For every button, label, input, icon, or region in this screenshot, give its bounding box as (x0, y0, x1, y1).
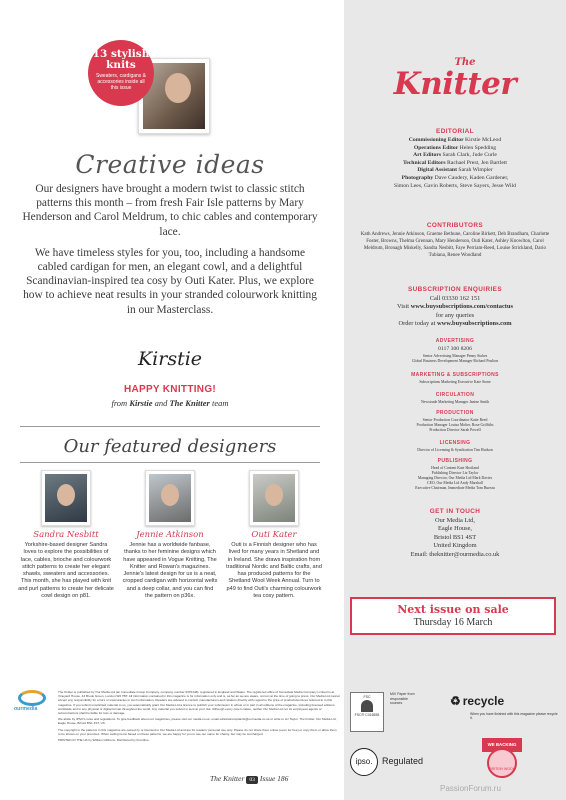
subs-contact-link[interactable]: www.buysubscriptions.com/contactus (410, 303, 513, 311)
masthead-contact: GET IN TOUCH Our Media Ltd, Eagle House, Bristol BS1 4ST United Kingdom Email: theknitter@ourmedia.co.uk (410, 508, 500, 558)
sign-off: from Kirstie and The Knitter team (111, 398, 229, 408)
british-wool-badge: WE BACKING BRITISH WOOL (482, 738, 522, 780)
editorial-intro (20, 182, 320, 324)
designer-name: Jennie Atkinson (136, 530, 204, 540)
ipso-logo: ipso. Regulated (350, 748, 438, 778)
editor-signature: Kirstie (137, 348, 203, 370)
designer-bio: Yorkshire-based designer Sandra loves to explore the possibilities of lace, cables, brioche and colourwork stitch patterns to create her elegant shawls, sweaters and accessories. This month, she has played with knit and purl patterns to create her delicate cowl design on p81. (18, 542, 114, 600)
watermark: PassionForum.ru (440, 784, 501, 793)
designer-photo (249, 470, 299, 526)
designer-card (226, 470, 322, 600)
next-issue-date: Thursday 16 March (413, 617, 493, 628)
issue-badge (88, 40, 154, 106)
mix-label: MIX Paper from responsible sources (390, 692, 415, 706)
masthead-circulation: CIRCULATION Newstrade Marketing Manager Janine Smith (420, 392, 490, 404)
designer-name: Outi Kater (251, 530, 297, 540)
recycle-icon: ♻ (450, 694, 461, 708)
masthead-advertising: ADVERTISING 0117 300 8206 Senior Advertising Manager Penny Stokes Global Business Development Manager Richard Poulton (411, 338, 499, 363)
page-title: Creative ideas (75, 150, 265, 179)
fsc-logo: FSC FSC® C016555 (350, 692, 384, 732)
masthead-licensing: LICENSING Director of Licensing & Syndication Tim Hudson (417, 440, 493, 452)
designer-bio: Outi is a Finnish designer who has lived for many years in Shetland and in Ireland. She draws inspiration from traditional Nordic and Baltic crafts, and has produced patterns for the Shetland Wool Week Annual. Turn to p49 to find Outi's charming colourwork tea cosy pattern. (226, 542, 322, 600)
next-issue-title: Next issue on sale (397, 603, 509, 616)
recycle-note: When you have finished with this magazine please recycle it. (470, 712, 558, 721)
masthead-marketing: MARKETING & SUBSCRIPTIONS Subscriptions Marketing Executive Kate Stone (411, 372, 499, 384)
masthead-publishing: PUBLISHING Head of Content Kate Shotland Publishing Director Liz Taylor Managing Director, Our Media Ltd Mark Davies CEO, Our Media Ltd Andy Marshall Executive Chairman, Immediate Media Tom Bureau (415, 458, 495, 490)
certifications (350, 692, 560, 736)
knitter-logo: The Knitter (393, 57, 517, 102)
divider (20, 426, 320, 427)
masthead-editorial: EDITORIAL Commissioning Editor Kirstie McLeod Operations Editor Helen Spedding Art Editors Sarah Clark, Jude Curle Technical Editors Rachael Prest, Jen Bartlett Digital Assistant Sarah Wimpler Photography Dave Caudery, Kaden Gardener, Simon Lees, Gavin Roberts, Steve Sayers, Jesse Wild (394, 128, 516, 189)
ourmedia-logo: ourmedia (14, 690, 54, 714)
intro-paragraph-2: We have timeless styles for you, too, including a handsome cabled cardigan for men, an elegant cowl, and a delightful Scandinavian-inspired tea cosy by Outi Kater. Plus, we explore how to achieve neat results in your stranded colourwork knitting in our Masterclass. (23, 246, 317, 316)
designer-bio: Jennie has a worldwide fanbase, thanks to her feminine designs which have appeared in Vogue Knitting, The Knitter and Rowan's magazines. Jennie's latest design for us is a neat, cropped cardigan with horizontal welts and a deep collar, and you can find the pattern on p36x. (122, 542, 218, 600)
subs-order-link[interactable]: www.buysubscriptions.com (436, 320, 512, 328)
designer-list (18, 470, 322, 600)
designer-photo (41, 470, 91, 526)
happy-knitting: HAPPY KNITTING! (123, 384, 217, 395)
masthead-subscriptions: SUBSCRIPTION ENQUIRIES Call 03330 162 151 Visit www.buysubscriptions.com/contactus for any queries Order today at www.buysubscriptions.com (397, 286, 513, 328)
featured-title: Our featured designers (63, 436, 277, 457)
designer-name: Sandra Nesbitt (33, 530, 99, 540)
next-issue-box (350, 597, 556, 635)
page-number: 03 (246, 776, 258, 784)
legal-text: The Knitter is published by Our Media Ltd (an Immediate Group Company, company number 6376448), registered in England and Wales. The registered office of Immediate Media Company Limited is at Vineyard House, 44 Brook Green, London W6 7BT. All information contained in this magazine is for information only and is, as far as we are aware, correct at the time of going to press. Our Media Ltd cannot accept any responsibility for errors or inaccuracies in such information. Readers are advised to contact manufacturers and retailers directly with regard to the price of products/services referred to in this magazine. If you submit unsolicited material to us, you automatically grant Our Media Ltd a licence to publish your submission in whole or in part in all editions of the magazine, including licensed editions worldwide and in any physical or digital format throughout the world. Any material you submit is sent at your risk. Although every care is taken, neither Our Media Ltd nor its employees agents or subcontractors shall be liable for loss or damage. We abide by IPSO's rules and regulations. To give feedback about our magazines, please visit our media.co.uk, email editorialcomplaints@ourmedia.co.uk or write to Liz Taylor, The Knitter, Our Media Ltd, Eagle House, Bristol BS1 4ST, UK. The copyright in the patterns in this magazine are owned by or licensed to Our Media Ltd and are for readers' personal use only. Please do not share them online (even for free) or copy them or allow them to be shown on your premises. When selling items based on these patterns, we are happy for you to use our name for charity, but may be surcharged. PRINTED IN THE UK by William Gibbons. Distributed by Frontline. (58, 690, 340, 743)
intro-paragraph-1: Our designers have brought a modern twist to classic stitch patterns this month – from fresh Fair Isle patterns by Mary Henderson and Carol Meldrum, to chic cables and contemporary lace. (22, 183, 318, 238)
badge-headline: 13 stylish knits (92, 48, 150, 71)
designer-card (18, 470, 114, 600)
badge-sub: Sweaters, cardigans & accessories inside all this issue (95, 73, 147, 91)
recycle-logo: ♻ recycle (450, 694, 505, 708)
designer-card (122, 470, 218, 600)
masthead-production: PRODUCTION Senior Production Coordinator Katie Reed Production Manager Louisa Molter, Rose Griffiths Production Director Sarah Powell (416, 410, 494, 432)
divider (20, 462, 320, 463)
page-footer: The Knitter 03 Issue 186 (210, 774, 289, 783)
masthead-contributors: CONTRIBUTORS Kath Andrews, Jennie Atkinson, Graeme Bethune, Caroline Birkett, Deb Brandham, Charlotte Foster, Browns, Thelma Grennan, Mary Henderson, Outi Kater, Ashley Knowlton, Carol Meldrum, Bronagh Miskelly, Sandra Nesbitt, Faye Perriam-Reed, Louise Strickland, Dario Tubiana, Renee Woodland (360, 222, 550, 258)
tree-icon (361, 700, 373, 712)
contact-email-link[interactable]: theknitter@ourmedia.co.uk (429, 550, 500, 558)
designer-photo (145, 470, 195, 526)
